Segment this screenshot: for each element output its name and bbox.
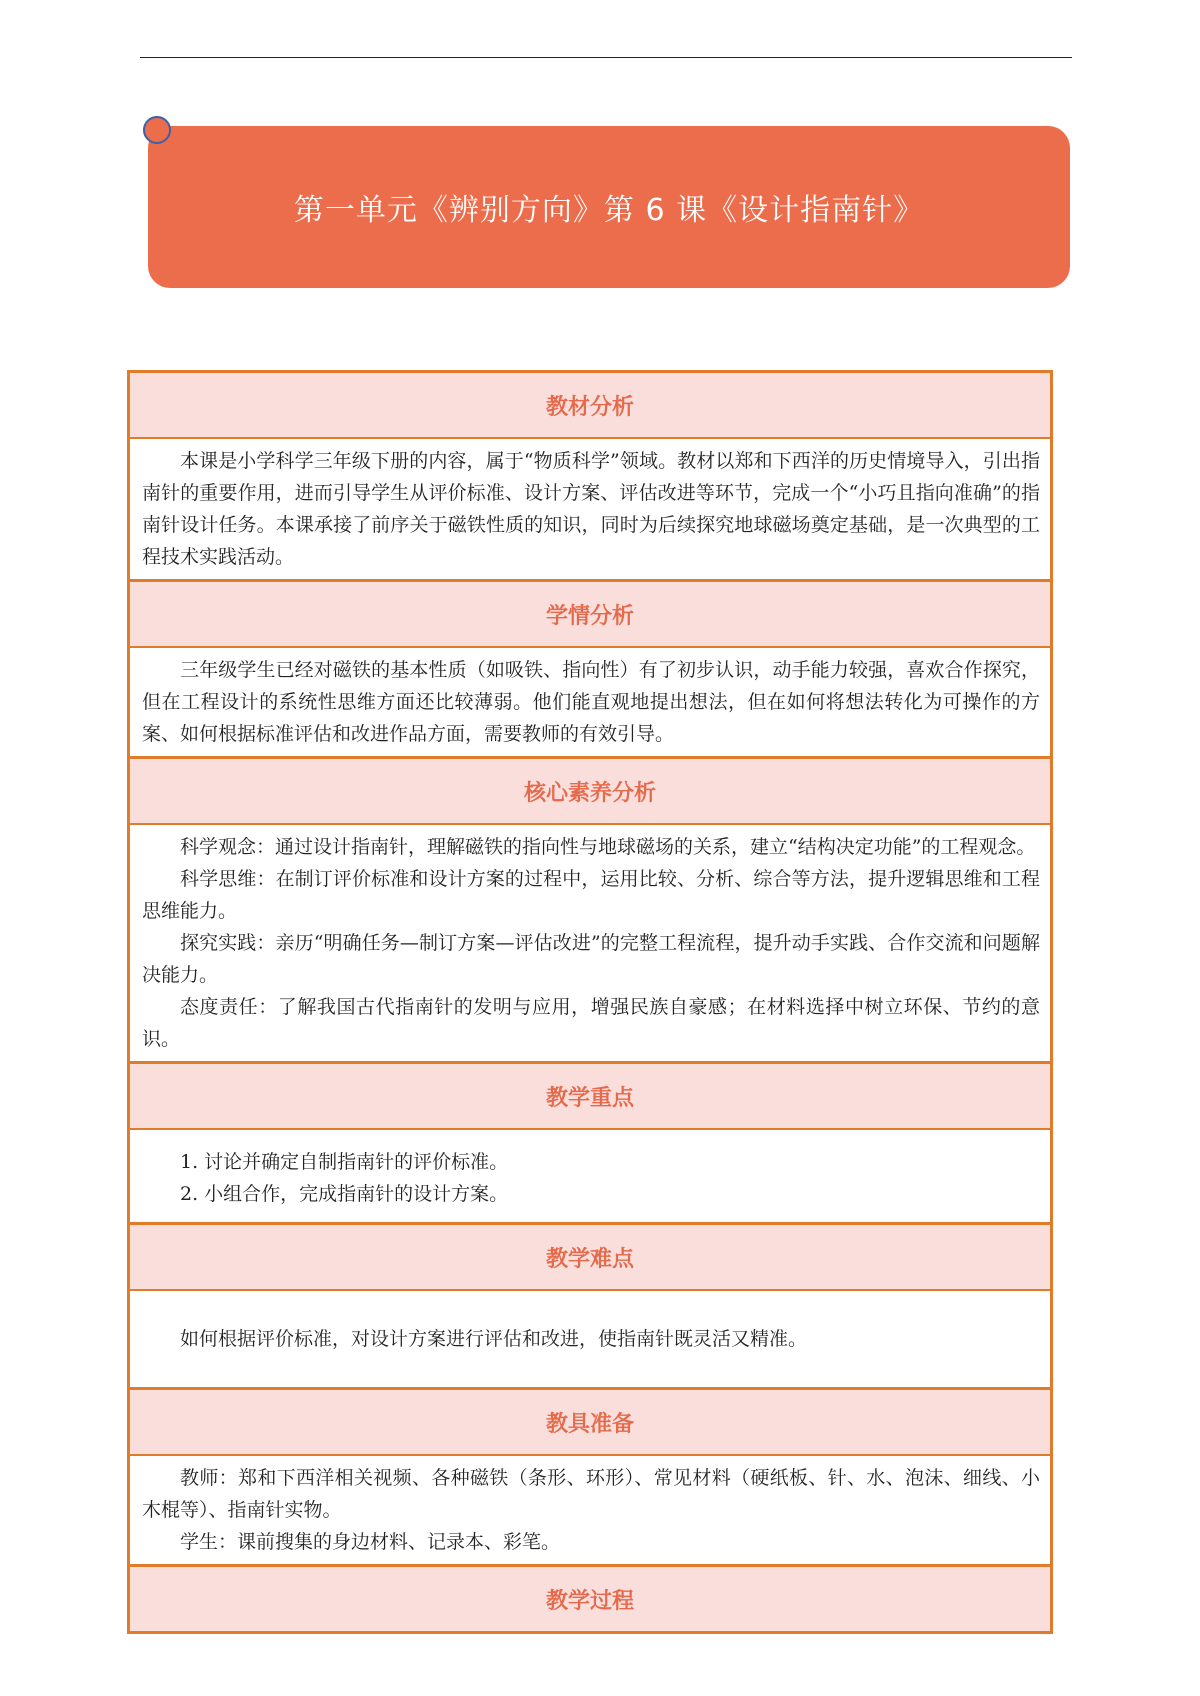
literacy-item: 科学思维：在制订评价标准和设计方案的过程中，运用比较、分析、综合等方法，提升逻辑思维和工程思维能力。 xyxy=(142,868,1040,922)
literacy-item: 科学观念：通过设计指南针，理解磁铁的指向性与地球磁场的关系，建立“结构决定功能”的工程观念。 xyxy=(180,836,1036,858)
section-heading-text: 教学重点 xyxy=(545,1085,634,1111)
title-banner xyxy=(148,126,1070,288)
difficulty-text: 如何根据评价标准，对设计方案进行评估和改进，使指南针既灵活又精准。 xyxy=(180,1328,808,1350)
section-body-literacy xyxy=(130,825,1050,1064)
lesson-plan-table xyxy=(127,370,1053,1634)
section-heading-process xyxy=(130,1567,1050,1631)
section-heading-material xyxy=(130,373,1050,439)
header-rule xyxy=(140,57,1072,58)
banner-dot-decoration xyxy=(143,116,171,144)
section-heading-students xyxy=(130,582,1050,648)
key-point-item: 1. 讨论并确定自制指南针的评价标准。 xyxy=(180,1151,509,1173)
section-heading-key-points xyxy=(130,1064,1050,1130)
material-analysis-text: 本课是小学科学三年级下册的内容，属于“物质科学”领域。教材以郑和下西洋的历史情境导入，引出指南针的重要作用，进而引导学生从评价标准、设计方案、评估改进等环节，完成一个“小巧且指向准确”的指南针设计任务。本课承接了前序关于磁铁性质的知识，同时为后续探究地球磁场奠定基础，是一次典型的工程技术实践活动。 xyxy=(142,450,1040,568)
tools-item: 学生：课前搜集的身边材料、记录本、彩笔。 xyxy=(180,1531,561,1553)
section-body-material xyxy=(130,439,1050,582)
section-heading-text: 学情分析 xyxy=(545,603,634,629)
literacy-item: 探究实践：亲历“明确任务—制订方案—评估改进”的完整工程流程，提升动手实践、合作交流和问题解决能力。 xyxy=(142,932,1040,986)
key-point-item: 2. 小组合作，完成指南针的设计方案。 xyxy=(180,1183,509,1205)
tools-item: 教师：郑和下西洋相关视频、各种磁铁（条形、环形）、常见材料（硬纸板、针、水、泡沫、细线、小木棍等）、指南针实物。 xyxy=(142,1467,1040,1521)
section-heading-tools xyxy=(130,1390,1050,1456)
section-heading-text: 教学过程 xyxy=(545,1588,634,1614)
page-title: 第一单元《辨别方向》第 6 课《设计指南针》 xyxy=(293,193,925,228)
section-heading-literacy xyxy=(130,759,1050,825)
literacy-item: 态度责任：了解我国古代指南针的发明与应用，增强民族自豪感；在材料选择中树立环保、节约的意识。 xyxy=(142,996,1040,1050)
section-heading-text: 教具准备 xyxy=(545,1411,634,1437)
student-analysis-text: 三年级学生已经对磁铁的基本性质（如吸铁、指向性）有了初步认识，动手能力较强，喜欢合作探究，但在工程设计的系统性思维方面还比较薄弱。他们能直观地提出想法，但在如何将想法转化为可操作的方案、如何根据标准评估和改进作品方面，需要教师的有效引导。 xyxy=(142,659,1040,745)
section-heading-text: 教学难点 xyxy=(545,1246,634,1272)
section-heading-text: 核心素养分析 xyxy=(523,780,656,806)
section-body-difficulty xyxy=(130,1291,1050,1390)
section-body-students xyxy=(130,648,1050,759)
section-body-tools xyxy=(130,1456,1050,1567)
section-heading-difficulty xyxy=(130,1225,1050,1291)
section-heading-text: 教材分析 xyxy=(545,394,634,420)
section-body-key-points xyxy=(130,1130,1050,1225)
